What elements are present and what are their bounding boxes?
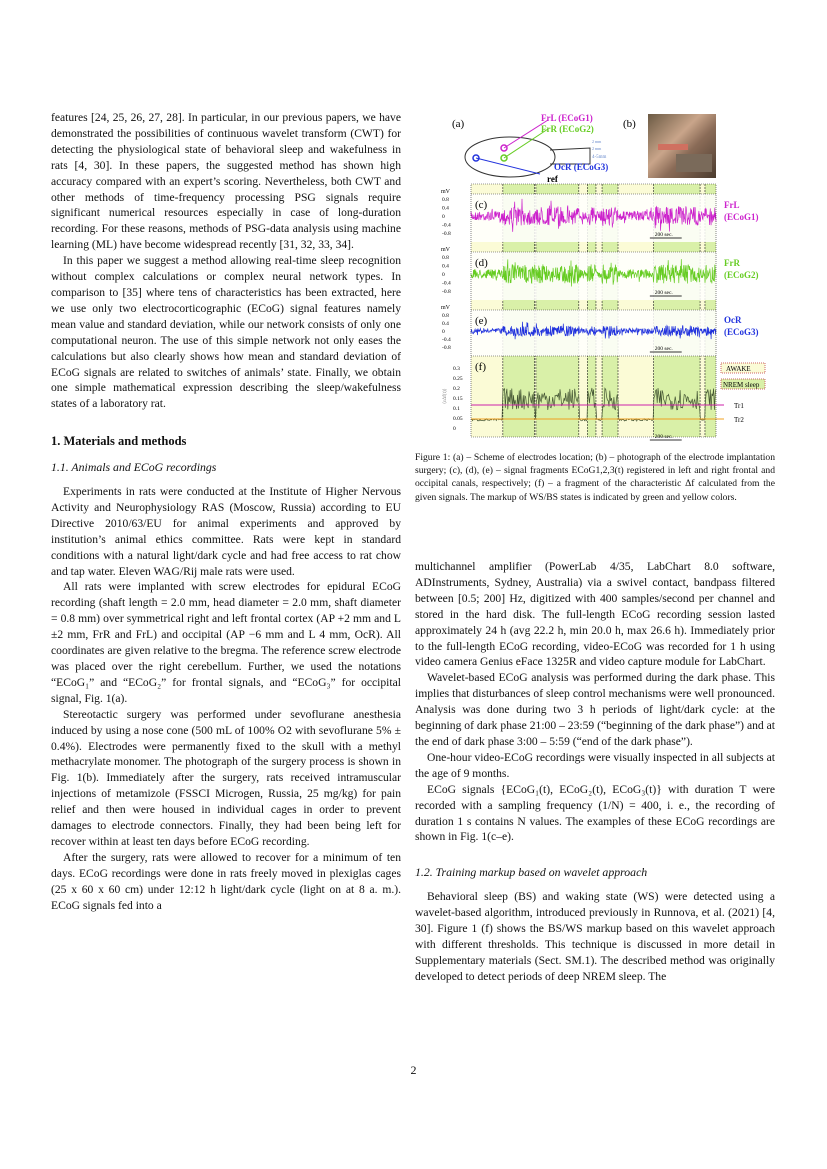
left-column: [51, 110, 401, 914]
y-tick-label: 0.2: [453, 386, 460, 392]
paragraph: ECoG signals {ECoG₁(t), ECoG₂(t), ECoG₃(t)} with duration T were recorded with a sampling frequency (1/N) = 400, i. e., the recording of duration 1 s contains N values. The examples of these ECoG recordings are shown in Fig. 1(c–e).: [415, 782, 775, 844]
unit-label: mV: [441, 247, 450, 253]
figure-graphic: [440, 112, 775, 447]
right-column: [415, 559, 775, 985]
y-tick-label: 0.15: [453, 396, 463, 402]
y-tick-label: -0.8: [442, 231, 451, 237]
channel-sub: (ECoG1): [724, 212, 759, 222]
paragraph: One-hour video-ECoG recordings were visually inspected in all subjects at the age of 9 months.: [415, 750, 775, 780]
legend-nrem: NREM sleep: [723, 381, 760, 389]
section-title: 1. Materials and methods: [51, 434, 187, 449]
y-tick-label: 0.4: [442, 263, 449, 270]
y-tick-label: 0.4: [442, 205, 449, 212]
page-number: 2: [410, 1063, 417, 1077]
panel-label: (c): [475, 199, 488, 211]
tr2-label: Tr2: [734, 416, 744, 424]
label-ocr: OcR (ECoG3): [554, 162, 609, 172]
paragraph: Experiments in rats were conducted at the Institute of Higher Nervous Activity and Neurophysiology RAS (Moscow, Russia) according to EU Directive 2010/63/EU for animal experiments and approved by institution’s animal ethics committee. Rats were kept in standard conditions with a natural light/dark cycle and had free access to rat chow and tap water. Eleven WAG/Rij male rats were used.: [51, 485, 401, 578]
dim-1: 2 mm: [592, 139, 602, 144]
y-tick-label: 0.8: [442, 313, 449, 319]
y-tick-label: 0.3: [453, 366, 460, 372]
channel-name: OcR: [724, 315, 742, 325]
y-tick-label: -0.4: [442, 337, 451, 343]
y-tick-label: 0.25: [453, 376, 463, 382]
scale-bar-label: 200 sec.: [654, 290, 673, 296]
scale-bar-label: 200 sec.: [654, 434, 673, 440]
y-tick-label: -0.8: [442, 289, 451, 295]
y-tick-label: 0.1: [453, 406, 460, 412]
y-tick-label: 0: [453, 426, 456, 432]
panel-label: (e): [475, 315, 488, 327]
label-ref: ref: [547, 174, 558, 184]
paragraph: All rats were implanted with screw electrodes for epidural ECoG recording (shaft length = 2.0 mm, head diameter = 2.0 mm, shaft diameter = 0.8 mm) over symmetrical right and left frontal cortex (AP +2 mm and L ±2 mm, FrR and FrL) and occipital (AP −6 mm and L 4 mm, OcR). All coordinates are given relative to the bregma. The reference screw electrode was placed over the right cerebellum. Further, we used the notations “ECoG₁” and “ECoG₂” for frontal signals, and “ECoG₃” for occipital signal, Fig. 1(a).: [51, 580, 401, 705]
paragraph: multichannel amplifier (PowerLab 4/35, LabChart 8.0 software, ADInstruments, Sydney, Australia) via a swivel contact, bandpass filtered between [0.5; 200] Hz, digitized with 400 samples/second per channel and stored in the hard disk. The full-length ECoG recording session lasted approximately 24 h (avg 22.2 h, min 20.0 h, max 26.6 h). Immediately prior to the full-length ECoG recording, video-ECoG was recorded for 1 h using video camera Genius eFace 1325R and video capture module for LabChart.: [415, 560, 775, 669]
channel-name: FrR: [724, 258, 740, 268]
panel-label: (f): [475, 361, 486, 373]
paragraph: Behavioral sleep (BS) and waking state (WS) were detected using a wavelet-based algorithm, introduced previously in Runnova, et al. (2021) [4, 30]. Figure 1 (f) shows the BS/WS markup based on this wavelet approach with different thresholds. This technique is discussed in more detail in Supplementary materials (Sect. SM.1). The described method was originally developed to detect periods of deep NREM sleep. The: [415, 890, 775, 983]
surgery-photo: [648, 114, 716, 178]
y-tick-label: 0.8: [442, 255, 449, 261]
scale-bar-label: 200 sec.: [654, 346, 673, 352]
figure-caption: Figure 1: (a) – Scheme of electrodes location; (b) – photograph of the electrode implantation surgery; (c), (d), (e) – signal fragments ECoG1,2,3(t) registered in left and right frontal and occipital canals, respectively; (f) – a fragment of the characteristic Δf calculated from the given signals. The markup of WS/BS states is indicated by green and yellow colors.: [415, 452, 775, 503]
lead-ocr: [476, 158, 540, 174]
dim-3: 4-5mm: [592, 155, 607, 160]
y-tick-label: 0.05: [453, 416, 463, 422]
paragraph: Stereotactic surgery was performed under sevoflurane anesthesia induced by using a nose cone (500 mL of 100% O2 with sevoflurane 5% ± 0.4%). Electrodes were permanently fixed to the skull with a methyl methacrylate monomer. The photograph of the surgery process is shown in Fig. 1(b). Immediately after the surgery, rats received intramuscular injections of metamizole (FSSCI Microgen, Russia, 25 mg/kg) for pain relief and then were housed in individual cages in order to prevent damages to electrode connectors. Finally, they had been being left for recover within at least ten days before ECoG recording.: [51, 707, 401, 848]
y-tick-label: -0.8: [442, 345, 451, 351]
paragraph: features [24, 25, 26, 27, 28]. In particular, in our previous papers, we have demonstrated the possibilities of continuous wavelet transform (CWT) for detecting the physiological state of behavioral sleep and wakefulness in rats [4, 30]. In these papers, the suggested method has shown high accuracy compared with an expert’s scoring. Nevertheless, both CWT and other methods of time-frequency processing PSG signals require significant numerical resources especially in case of long-duration recording. For these reasons, methods of PSG-data analysis using machine learning (ML) have become widespread recently [31, 32, 33, 34].: [51, 111, 401, 252]
y-tick-label: 0: [442, 329, 445, 335]
dim-2: 2 mm: [592, 146, 602, 151]
label-frl: FrL (ECoG1): [541, 113, 593, 123]
label-frr: FrR (ECoG2): [541, 124, 594, 134]
paragraph: Wavelet-based ECoG analysis was performed during the dark phase. This implies that disturbances of sleep control mechanisms were well pronounced. Analysis was done during two 3 h periods of light/dark cycle: at the beginning of dark phase 21:00 – 23:59 (“beginning of the dark phase”) and at the end of dark phase 3:00 – 5:59 (“end of the dark phase”).: [415, 671, 775, 748]
panel-label-b: (b): [623, 118, 636, 130]
y-tick-label: 0: [442, 272, 445, 278]
legend-awake: AWAKE: [726, 365, 751, 373]
y-tick-label: 0.8: [442, 197, 449, 203]
channel-sub: (ECoG3): [724, 327, 759, 337]
subsection-title: 1.2. Training markup based on wavelet approach: [415, 865, 648, 880]
unit-label: mV: [441, 305, 450, 311]
paragraph: In this paper we suggest a method allowing real-time sleep recognition without complex calculations or complex neural network types. In comparison to [35] where tens of characteristics has been extracted, here we use only two electrocorticographic (ECoG) signal features namely mean value and standard deviation, while our network consists of only one computational neuron. The use of this simple network not only eases the calculations but also clearly shows how mean and standard deviation of ECoG signals are related to switches of animals’ state. Finally, we obtain one simple mathematical expression describing the sleep/wakefulness states of a laboratory rat.: [51, 254, 401, 411]
tr1-label: Tr1: [734, 402, 744, 410]
panel-label-a: (a): [452, 118, 465, 130]
paragraph: After the surgery, rats were allowed to recover for a minimum of ten days. ECoG recordings were done in rats freely moved in plexiglas cages (25 x 60 x 60 cm) under 12:12 h light/dark cycle (light on at 8 a. m.). ECoG signals fed into a: [51, 850, 401, 912]
y-tick-label: 0.4: [442, 321, 449, 327]
subsection-title: 1.1. Animals and ECoG recordings: [51, 460, 217, 475]
y-axis-label: ⟨εΔf(t)⟩: [443, 388, 448, 404]
figure-1: [440, 112, 775, 447]
channel-sub: (ECoG2): [724, 270, 759, 280]
panel-label: (d): [475, 257, 488, 269]
unit-label: mV: [441, 189, 450, 195]
channel-name: FrL: [724, 200, 740, 210]
y-tick-label: -0.4: [442, 222, 451, 229]
scale-bar-label: 200 sec.: [654, 232, 673, 238]
y-tick-label: -0.4: [442, 280, 451, 287]
y-tick-label: 0: [442, 214, 445, 220]
